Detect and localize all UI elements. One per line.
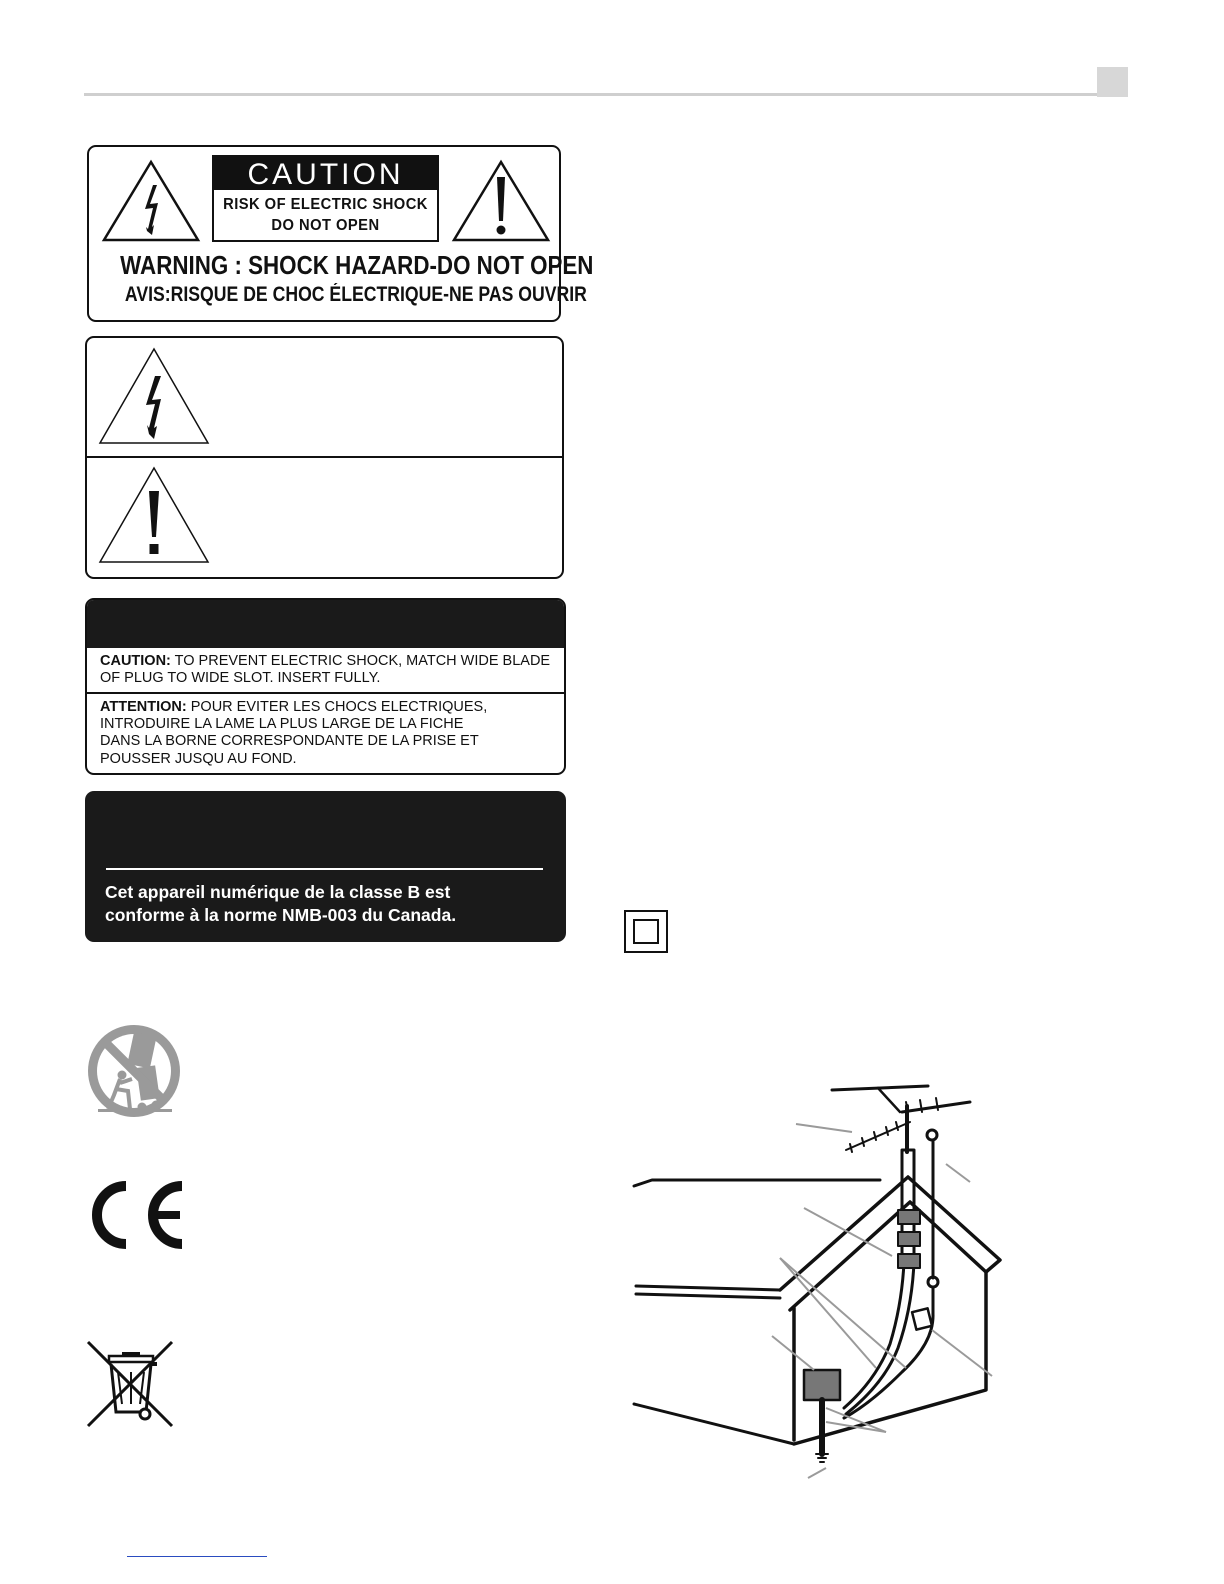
warning-french: AVIS:RISQUE DE CHOC ÉLECTRIQUE-NE PAS OUVRIR	[124, 283, 587, 306]
plug-attention-line-4: POUSSER JUSQU AU FOND.	[100, 750, 297, 767]
plug-attention-text	[100, 699, 487, 768]
caution-heading: CAUTION	[214, 157, 437, 190]
canada-line-2: conforme à la norme NMB-003 du Canada.	[105, 905, 457, 925]
lightning-flash-symbol-icon	[97, 346, 211, 446]
crossed-out-bin-icon	[84, 1338, 176, 1430]
plug-attention-prefix: ATTENTION:	[100, 699, 187, 715]
caution-box	[212, 155, 439, 242]
cart-tip-over-warning-icon	[84, 1021, 186, 1121]
plug-attention-line-3: DANS LA BORNE CORRESPONDANTE DE LA PRISE ET	[100, 733, 479, 750]
plug-caution-line-2: OF PLUG TO WIDE SLOT. INSERT FULLY.	[100, 670, 381, 687]
footer-link-underline	[127, 1556, 267, 1557]
plug-label-header-bar	[87, 600, 566, 648]
double-insulation-inner-square	[633, 919, 659, 944]
plug-caution-text	[100, 653, 550, 687]
antenna-grounding-diagram	[630, 1082, 1010, 1480]
warning-english: WARNING : SHOCK HAZARD-DO NOT OPEN	[120, 250, 594, 280]
plug-attention-line-2: INTRODUIRE LA LAME LA PLUS LARGE DE LA FICHE	[100, 716, 464, 733]
lightning-warning-icon	[101, 159, 201, 243]
plug-label-divider	[87, 692, 566, 694]
canada-rule	[106, 868, 543, 870]
plug-caution-prefix: CAUTION:	[100, 653, 171, 669]
plug-attention-line-1: POUR EVITER LES CHOCS ELECTRIQUES,	[186, 699, 488, 715]
canada-line-1: Cet appareil numérique de la classe B est	[105, 882, 451, 902]
symbol-divider	[85, 456, 564, 458]
ce-mark-icon	[84, 1180, 186, 1250]
canada-compliance-box	[85, 791, 566, 942]
canada-french-notice	[105, 881, 456, 927]
double-insulation-icon	[624, 910, 668, 953]
exclamation-symbol-icon	[97, 465, 211, 565]
caution-line-2: DO NOT OPEN	[271, 217, 380, 234]
exclamation-warning-icon	[451, 159, 551, 243]
plug-caution-line-1: TO PREVENT ELECTRIC SHOCK, MATCH WIDE BLADE	[170, 653, 551, 669]
page-number-tab	[1097, 67, 1128, 97]
polarized-plug-label	[85, 598, 566, 775]
header-rule	[84, 93, 1128, 96]
caution-line-1: RISK OF ELECTRIC SHOCK	[223, 196, 428, 213]
